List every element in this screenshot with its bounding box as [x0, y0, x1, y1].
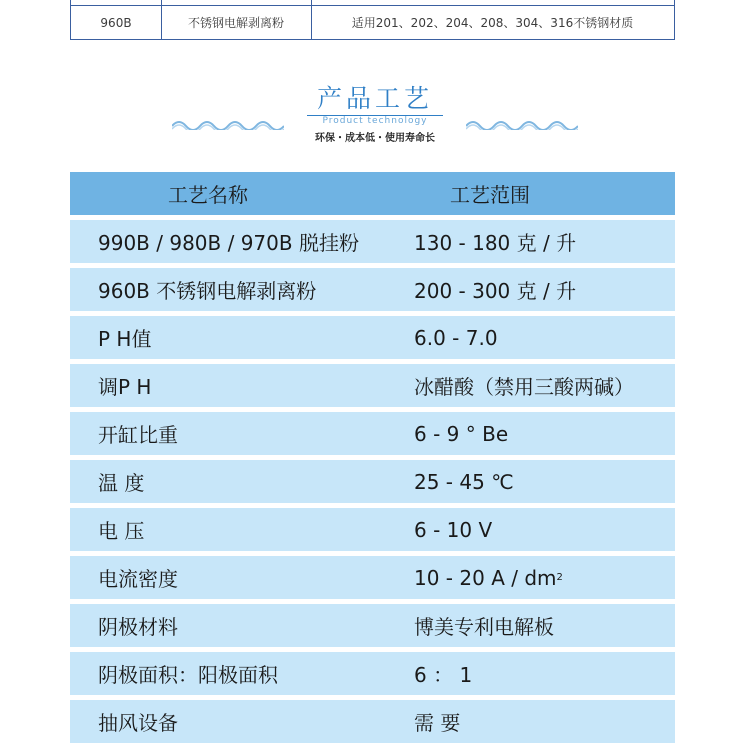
previous-product-table	[70, 0, 675, 40]
process-range-cell	[410, 604, 675, 647]
section-heading	[0, 84, 750, 144]
table-row	[70, 460, 675, 503]
process-range-cell	[410, 460, 675, 503]
process-range-cell	[410, 556, 675, 599]
process-table	[70, 172, 675, 748]
process-name-cell: 阴极材料	[98, 615, 178, 639]
process-range-text: 冰醋酸（禁用三酸两碱）	[414, 375, 634, 399]
table-row	[70, 556, 675, 599]
process-range-text: 10 - 20 A / dm	[414, 565, 557, 590]
process-range-text: 200 - 300 克 / 升	[414, 279, 577, 303]
process-range-text: 博美专利电解板	[414, 615, 554, 639]
table-row	[70, 220, 675, 263]
table-row	[70, 316, 675, 359]
process-name-cell: 电 压	[98, 519, 145, 543]
process-range-text: 6 - 9 ° Be	[414, 421, 509, 446]
process-range-text: 25 - 45 ℃	[414, 469, 514, 494]
process-range-cell	[410, 652, 675, 695]
table-row	[70, 508, 675, 551]
table-row	[70, 412, 675, 455]
process-range-text: 6.0 - 7.0	[414, 325, 498, 350]
process-range-cell	[410, 412, 675, 455]
section-title: 产品工艺	[316, 84, 433, 113]
process-name-cell: 阴极面积：阳极面积	[98, 663, 278, 687]
section-subtitle-en: Product technology	[322, 116, 428, 126]
process-name-cell: 温 度	[98, 471, 145, 495]
header-process-range: 工艺范围	[450, 183, 530, 207]
process-name-cell: 调P H	[98, 375, 152, 399]
process-range-cell	[410, 364, 675, 407]
table-row	[70, 652, 675, 695]
process-name-cell: P H值	[98, 327, 152, 351]
process-name-cell: 960B 不锈钢电解剥离粉	[98, 279, 317, 303]
header-process-name: 工艺名称	[168, 183, 248, 207]
wave-decoration-right-icon	[466, 118, 578, 130]
table-row	[70, 604, 675, 647]
section-tagline: 环保・成本低・使用寿命长	[315, 133, 435, 144]
product-code-cell: 960B	[100, 15, 132, 30]
process-range-cell	[410, 268, 675, 311]
process-name-cell: 开缸比重	[98, 423, 178, 447]
unit-superscript: 2	[556, 572, 563, 583]
table-row	[70, 268, 675, 311]
product-usage-cell: 适用201、202、204、208、304、316不锈钢材质	[351, 16, 634, 30]
wave-decoration-left-icon	[172, 118, 284, 130]
process-range-cell	[410, 220, 675, 263]
process-range-cell	[410, 316, 675, 359]
process-range-cell	[410, 700, 675, 743]
process-range-text: 6 ： 1	[414, 663, 473, 687]
process-range-text: 需 要	[414, 711, 461, 735]
process-range-text: 6 - 10 V	[414, 517, 493, 542]
product-name-cell: 不锈钢电解剥离粉	[187, 16, 284, 30]
process-table-header	[70, 172, 675, 215]
title-underline	[307, 115, 443, 116]
table-row	[70, 364, 675, 407]
process-name-cell: 990B / 980B / 970B 脱挂粉	[98, 231, 359, 255]
process-range-text: 130 - 180 克 / 升	[414, 231, 577, 255]
process-name-cell: 抽风设备	[98, 711, 178, 735]
table-row	[70, 700, 675, 743]
process-name-cell: 电流密度	[98, 567, 178, 591]
process-range-cell	[410, 508, 675, 551]
